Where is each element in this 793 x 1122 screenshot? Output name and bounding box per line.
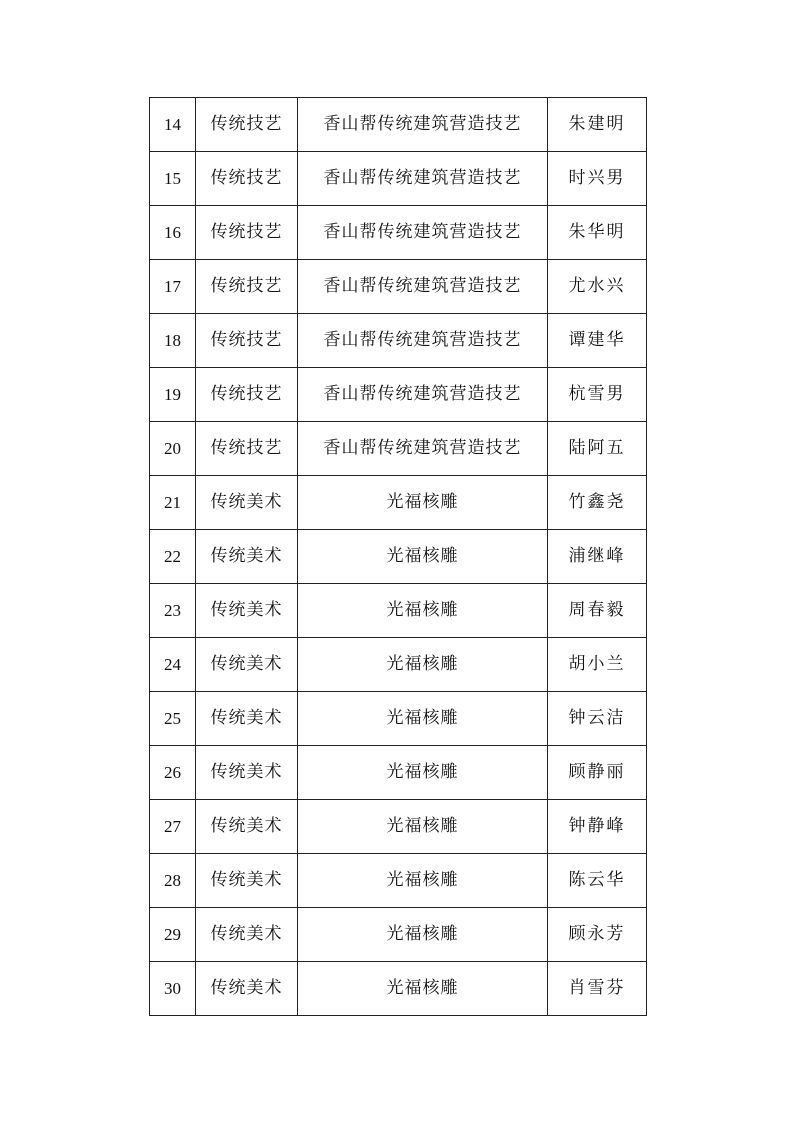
project-cell: 光福核雕 [298,908,548,962]
inheritor-name-cell: 胡小兰 [548,638,647,692]
table-body [150,98,647,1016]
inheritor-table [149,97,647,1016]
category-cell: 传统技艺 [196,314,298,368]
category-cell: 传统美术 [196,746,298,800]
row-number-cell: 22 [150,530,196,584]
table-row [150,206,647,260]
table-row [150,260,647,314]
project-cell: 光福核雕 [298,746,548,800]
inheritor-name-cell: 周春毅 [548,584,647,638]
row-number-cell: 30 [150,962,196,1016]
row-number-cell: 29 [150,908,196,962]
table-row [150,638,647,692]
category-cell: 传统技艺 [196,152,298,206]
table-row [150,152,647,206]
row-number-cell: 17 [150,260,196,314]
project-cell: 香山帮传统建筑营造技艺 [298,152,548,206]
table-row [150,800,647,854]
inheritor-name-cell: 时兴男 [548,152,647,206]
row-number-cell: 14 [150,98,196,152]
category-cell: 传统美术 [196,854,298,908]
table-row [150,746,647,800]
table-row [150,422,647,476]
project-cell: 香山帮传统建筑营造技艺 [298,98,548,152]
project-cell: 光福核雕 [298,800,548,854]
project-cell: 光福核雕 [298,476,548,530]
category-cell: 传统美术 [196,638,298,692]
row-number-cell: 23 [150,584,196,638]
row-number-cell: 19 [150,368,196,422]
inheritor-name-cell: 陆阿五 [548,422,647,476]
inheritor-name-cell: 竹鑫尧 [548,476,647,530]
category-cell: 传统技艺 [196,206,298,260]
project-cell: 香山帮传统建筑营造技艺 [298,422,548,476]
row-number-cell: 16 [150,206,196,260]
category-cell: 传统美术 [196,584,298,638]
row-number-cell: 20 [150,422,196,476]
table-row [150,584,647,638]
inheritor-name-cell: 朱建明 [548,98,647,152]
table-row [150,476,647,530]
category-cell: 传统美术 [196,908,298,962]
inheritor-name-cell: 杭雪男 [548,368,647,422]
category-cell: 传统美术 [196,800,298,854]
table-row [150,368,647,422]
inheritor-name-cell: 尤水兴 [548,260,647,314]
category-cell: 传统技艺 [196,368,298,422]
inheritor-name-cell: 顾静丽 [548,746,647,800]
row-number-cell: 18 [150,314,196,368]
category-cell: 传统美术 [196,476,298,530]
inheritor-name-cell: 顾永芳 [548,908,647,962]
inheritor-name-cell: 陈云华 [548,854,647,908]
category-cell: 传统技艺 [196,260,298,314]
category-cell: 传统美术 [196,692,298,746]
category-cell: 传统技艺 [196,422,298,476]
row-number-cell: 15 [150,152,196,206]
project-cell: 光福核雕 [298,692,548,746]
table-row [150,908,647,962]
table-row [150,530,647,584]
project-cell: 香山帮传统建筑营造技艺 [298,260,548,314]
table-row [150,98,647,152]
inheritor-name-cell: 肖雪芬 [548,962,647,1016]
project-cell: 光福核雕 [298,530,548,584]
table-row [150,854,647,908]
inheritor-name-cell: 钟云洁 [548,692,647,746]
category-cell: 传统美术 [196,962,298,1016]
project-cell: 香山帮传统建筑营造技艺 [298,368,548,422]
project-cell: 香山帮传统建筑营造技艺 [298,314,548,368]
project-cell: 香山帮传统建筑营造技艺 [298,206,548,260]
table-row [150,692,647,746]
row-number-cell: 27 [150,800,196,854]
inheritor-name-cell: 浦继峰 [548,530,647,584]
row-number-cell: 21 [150,476,196,530]
project-cell: 光福核雕 [298,962,548,1016]
project-cell: 光福核雕 [298,854,548,908]
table-row [150,962,647,1016]
project-cell: 光福核雕 [298,584,548,638]
inheritor-name-cell: 谭建华 [548,314,647,368]
row-number-cell: 28 [150,854,196,908]
category-cell: 传统美术 [196,530,298,584]
project-cell: 光福核雕 [298,638,548,692]
row-number-cell: 25 [150,692,196,746]
row-number-cell: 24 [150,638,196,692]
inheritor-name-cell: 钟静峰 [548,800,647,854]
category-cell: 传统技艺 [196,98,298,152]
table-row [150,314,647,368]
row-number-cell: 26 [150,746,196,800]
inheritor-name-cell: 朱华明 [548,206,647,260]
